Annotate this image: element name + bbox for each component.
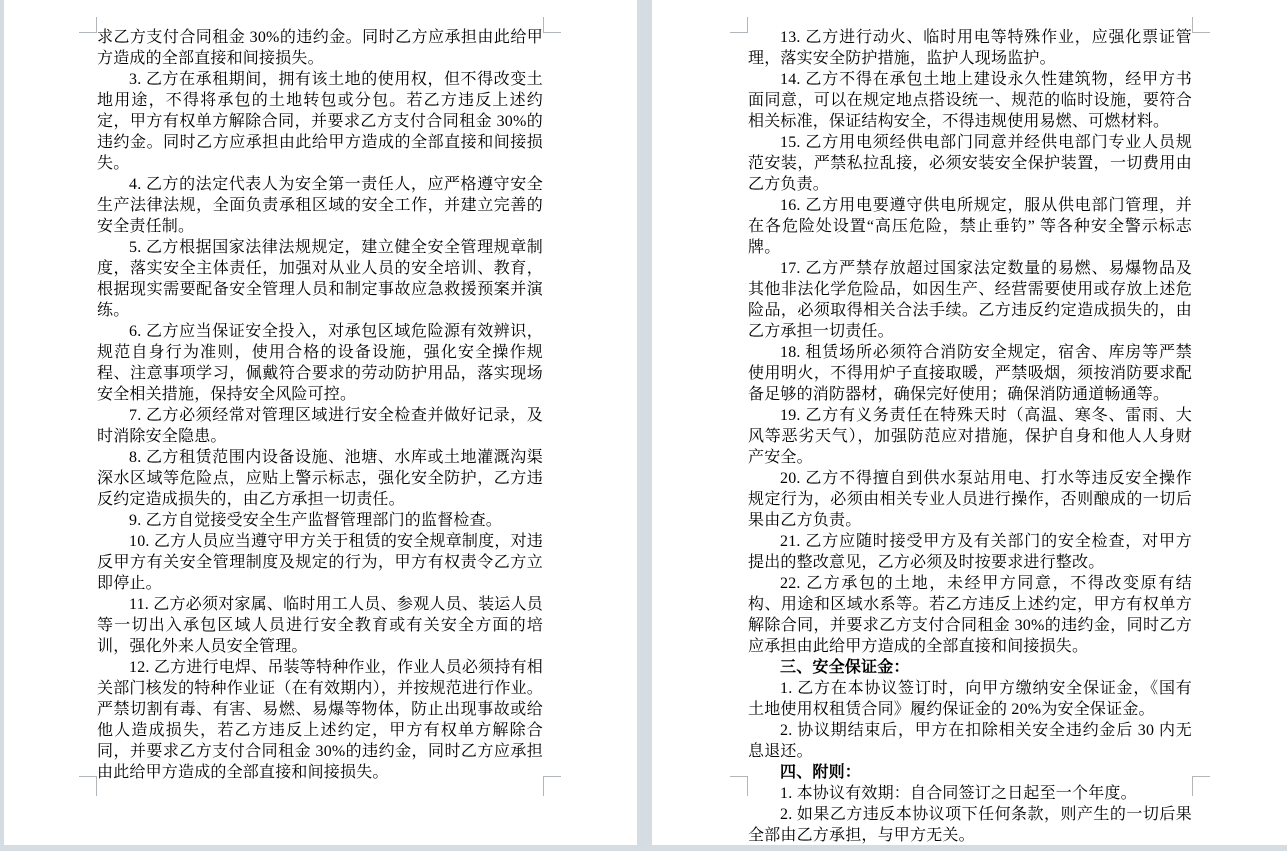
page-1-text-area[interactable] — [97, 27, 543, 783]
paragraph[interactable]: 1. 乙方在本协议签订时，向甲方缴纳安全保证金，《国有土地使用权租赁合同》履约保证金的 20%为安全保证金。 — [748, 680, 1192, 718]
paragraph[interactable]: 1. 本协议有效期：自合同签订之日起至一个年度。 — [780, 785, 1137, 802]
paragraph[interactable]: 16. 乙方用电要遵守供电所规定，服从供电部门管理，并在各危险处设置“高压危险，禁止垂钓” 等各种安全警示标志牌。 — [748, 197, 1192, 256]
paragraph[interactable]: 9. 乙方自觉接受安全生产监督管理部门的监督检查。 — [129, 512, 503, 529]
paragraph[interactable]: 17. 乙方严禁存放超过国家法定数量的易燃、易爆物品及其他非法化学危险品，如因生产、经营需要使用或存放上述危险品，必须取得相关合法手续。乙方违反约定造成损失的，由乙方承担一切责任。 — [748, 260, 1192, 340]
paragraph[interactable]: 8. 乙方租赁范围内设备设施、池塘、水库或土地灌溉沟渠深水区域等危险点，应贴上警示标志，强化安全防护，乙方违反约定造成损失的，由乙方承担一切责任。 — [97, 449, 543, 508]
page-2-text-area[interactable] — [748, 27, 1192, 846]
crop-mark-bottom-left — [79, 776, 97, 796]
paragraph[interactable]: 11. 乙方必须对家属、临时用工人员、参观人员、装运人员等一切出入承包区域人员进行安全教育或有关安全方面的培训，强化外来人员安全管理。 — [97, 596, 543, 655]
section-heading[interactable]: 三、安全保证金： — [780, 659, 910, 676]
paragraph[interactable]: 19. 乙方有义务责任在特殊天时（高温、寒冬、雷雨、大风等恶劣天气），加强防范应对措施，保护自身和他人人身财产安全。 — [748, 407, 1192, 466]
paragraph[interactable]: 20. 乙方不得擅自到供水泵站用电、打水等违反安全操作规定行为，必须由相关专业人员进行操作，否则酿成的一切后果由乙方负责。 — [748, 470, 1192, 529]
paragraph[interactable]: 3. 乙方在承租期间，拥有该土地的使用权，但不得改变土地用途，不得将承包的土地转包或分包。若乙方违反上述约定，甲方有权单方解除合同，并要求乙方支付合同租金 30%的违约金。同时乙方应承担由此给甲方造成的全部直接和间接损失。 — [97, 71, 543, 172]
crop-mark-top-left — [730, 17, 748, 33]
paragraph[interactable]: 2. 如果乙方违反本协议项下任何条款，则产生的一切后果全部由乙方承担，与甲方无关。 — [748, 806, 1192, 844]
paragraph[interactable]: 5. 乙方根据国家法律法规规定，建立健全安全管理规章制度，落实安全主体责任，加强对从业人员的安全培训、教育，根据现实需要配备安全管理人员和制定事故应急救援预案并演练。 — [97, 239, 543, 319]
crop-mark-bottom-right — [543, 776, 561, 796]
crop-mark-top-right — [543, 17, 561, 33]
crop-mark-top-right — [1192, 17, 1210, 33]
paragraph[interactable]: 12. 乙方进行电焊、吊装等特种作业，作业人员必须持有相关部门核发的特种作业证（在有效期内），并按规范进行作业。严禁切割有毒、有害、易燃、易爆等物体，防止出现事故或给他人造成损失，若乙方违反上述约定，甲方有权单方解除合同，并要求乙方支付合同租金 30%的违约金，同时乙方应承担由此给甲方造成的全部直接和间接损失。 — [97, 659, 543, 781]
paragraph[interactable]: 13. 乙方进行动火、临时用电等特殊作业，应强化票证管理，落实安全防护措施，监护人现场监护。 — [748, 29, 1192, 67]
paragraph[interactable]: 22. 乙方承包的土地，未经甲方同意，不得改变原有结构、用途和区域水系等。若乙方违反上述约定，甲方有权单方解除合同，并要求乙方支付合同租金 30%的违约金，同时乙方应承担由此给甲方造成的全部直接和间接损失。 — [748, 575, 1192, 655]
page-1 — [4, 0, 637, 845]
crop-mark-bottom-left — [730, 776, 748, 796]
page-2 — [652, 0, 1287, 845]
paragraph[interactable]: 2. 协议期结束后，甲方在扣除相关安全违约金后 30 内无息退还。 — [748, 722, 1192, 760]
paragraph[interactable]: 15. 乙方用电须经供电部门同意并经供电部门专业人员规范安装，严禁私拉乱接，必须安装安全保护装置，一切费用由乙方负责。 — [748, 134, 1192, 193]
paragraph[interactable]: 14. 乙方不得在承包土地上建设永久性建筑物，经甲方书面同意，可以在规定地点搭设统一、规范的临时设施，要符合相关标准，保证结构安全，不得违规使用易燃、可燃材料。 — [748, 71, 1192, 130]
crop-mark-bottom-right — [1192, 776, 1210, 796]
paragraph[interactable]: 6. 乙方应当保证安全投入，对承包区域危险源有效辨识，规范自身行为准则，使用合格的设备设施，强化安全操作规程、注意事项学习，佩戴符合要求的劳动防护用品，落实现场安全相关措施，保持安全风险可控。 — [97, 323, 543, 403]
crop-mark-top-left — [79, 17, 97, 33]
section-heading[interactable]: 四、附则： — [780, 764, 862, 781]
paragraph[interactable]: 求乙方支付合同租金 30%的违约金。同时乙方应承担由此给甲方造成的全部直接和间接损失。 — [97, 29, 543, 67]
paragraph[interactable]: 18. 租赁场所必须符合消防安全规定，宿舍、库房等严禁使用明火，不得用炉子直接取暖，严禁吸烟，须按消防要求配备足够的消防器材，确保完好使用；确保消防通道畅通等。 — [748, 344, 1192, 403]
paragraph[interactable]: 21. 乙方应随时接受甲方及有关部门的安全检查，对甲方提出的整改意见，乙方必须及时按要求进行整改。 — [748, 533, 1192, 571]
paragraph[interactable]: 4. 乙方的法定代表人为安全第一责任人，应严格遵守安全生产法律法规，全面负责承租区域的安全工作，并建立完善的安全责任制。 — [97, 176, 543, 235]
paragraph[interactable]: 10. 乙方人员应当遵守甲方关于租赁的安全规章制度，对违反甲方有关安全管理制度及规定的行为，甲方有权责令乙方立即停止。 — [97, 533, 543, 592]
paragraph[interactable]: 7. 乙方必须经常对管理区域进行安全检查并做好记录，及时消除安全隐患。 — [97, 407, 543, 445]
